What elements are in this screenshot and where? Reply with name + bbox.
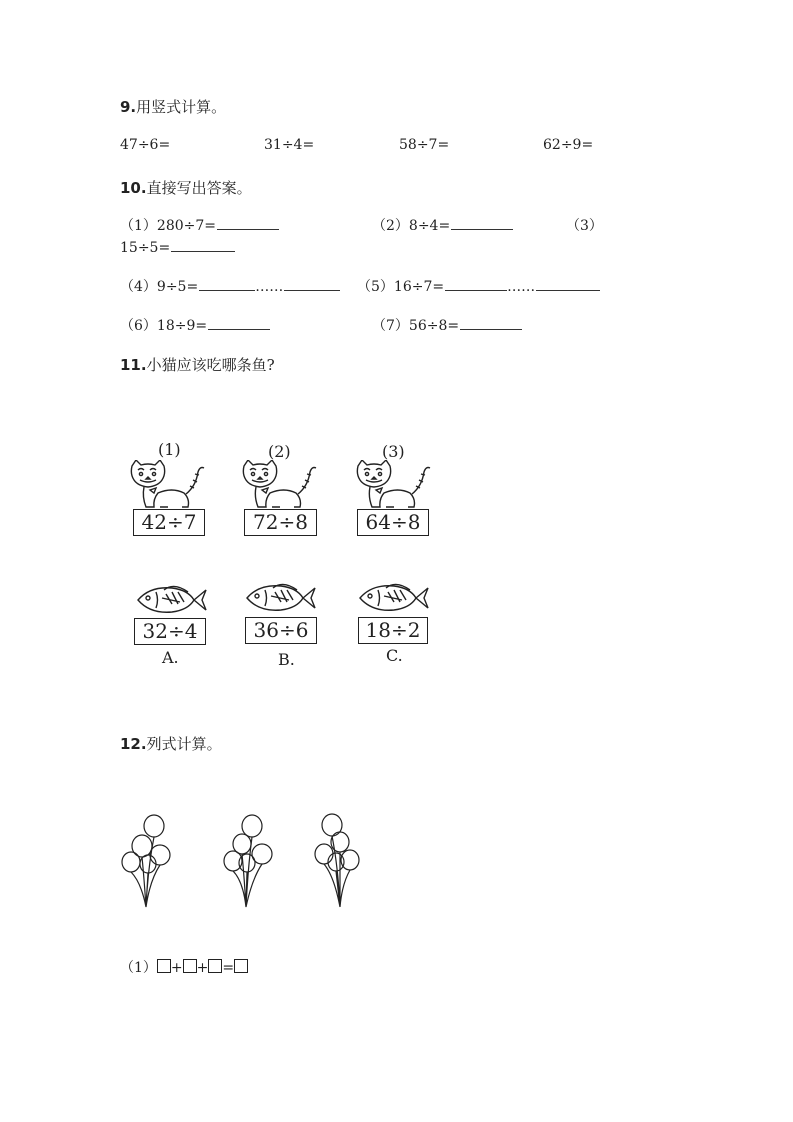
- q10-heading: [120, 177, 252, 198]
- cat-3-icon: [354, 460, 434, 512]
- answer-box[interactable]: [183, 959, 197, 973]
- q11-title: 小猫应该吃哪条鱼?: [146, 356, 275, 374]
- cat-3-label: (3): [382, 442, 405, 461]
- q10-item-4-text: （4）9÷5=: [120, 279, 199, 295]
- fish-c-label: C.: [386, 646, 403, 665]
- answer-blank[interactable]: [536, 276, 600, 291]
- q10-item-3: [120, 237, 235, 256]
- q10-item-3-label: （3）: [566, 218, 603, 234]
- equals-sign: =: [222, 960, 235, 976]
- q10-item-2-text: （2）8÷4=: [372, 218, 451, 234]
- cat-2-label: (2): [268, 442, 291, 461]
- cat-1-icon: [128, 460, 208, 512]
- q9-number: 9.: [120, 98, 137, 116]
- answer-blank[interactable]: [284, 276, 340, 291]
- q10-item-2: [372, 215, 513, 235]
- q12-title: 列式计算。: [146, 735, 222, 753]
- answer-blank[interactable]: [460, 315, 522, 330]
- answer-blank[interactable]: [171, 237, 235, 252]
- q12-heading: [120, 733, 222, 754]
- answer-blank[interactable]: [217, 215, 279, 230]
- q10-number: 10.: [120, 179, 147, 197]
- fish-c-icon: [358, 582, 430, 612]
- fish-b-label: B.: [278, 650, 295, 669]
- balloon-bunch-3-icon: [310, 812, 370, 912]
- cat-2-expression: 72÷8: [244, 509, 317, 536]
- q9-item-1: 47÷6=: [120, 137, 171, 153]
- q10-item-6-text: （6）18÷9=: [120, 318, 208, 334]
- q12-prefix: （1）: [120, 960, 157, 976]
- cat-1-expression: 42÷7: [133, 509, 205, 536]
- answer-blank[interactable]: [199, 276, 255, 291]
- q12-number: 12.: [120, 735, 147, 753]
- answer-blank[interactable]: [451, 215, 513, 230]
- q10-item-7-text: （7）56÷8=: [372, 318, 460, 334]
- q12-equation: [120, 957, 248, 977]
- plus-sign: +: [170, 960, 183, 976]
- q10-item-6: [120, 315, 270, 335]
- fish-a-icon: [136, 584, 208, 614]
- fish-b-expression: 36÷6: [245, 617, 317, 644]
- fish-a-expression: 32÷4: [134, 618, 206, 645]
- plus-sign: +: [196, 960, 209, 976]
- q9-item-2: 31÷4=: [264, 137, 315, 153]
- q9-item-3: 58÷7=: [399, 137, 450, 153]
- q10-item-1-text: （1）280÷7=: [120, 218, 216, 234]
- q10-item-5: [357, 276, 600, 296]
- q9-item-4: 62÷9=: [543, 137, 594, 153]
- q10-title: 直接写出答案。: [146, 179, 252, 197]
- answer-box[interactable]: [234, 959, 248, 973]
- fish-b-icon: [245, 582, 317, 612]
- q9-title: 用竖式计算。: [136, 98, 227, 116]
- q11-heading: [120, 354, 275, 375]
- q10-item-7: [372, 315, 522, 335]
- cat-3-expression: 64÷8: [357, 509, 429, 536]
- balloon-bunch-1-icon: [116, 812, 176, 912]
- answer-blank[interactable]: [445, 276, 507, 291]
- q9-heading: [120, 96, 226, 117]
- balloon-bunch-2-icon: [220, 812, 280, 912]
- q10-item-3-text: 15÷5=: [120, 240, 171, 256]
- answer-box[interactable]: [157, 959, 171, 973]
- q10-item-1: [120, 215, 279, 235]
- remainder-dots: ……: [507, 279, 536, 295]
- fish-a-label: A.: [162, 648, 179, 667]
- cat-2-icon: [240, 460, 320, 512]
- q10-item-4: [120, 276, 340, 296]
- cat-1-label: (1): [158, 440, 181, 459]
- q10-item-5-text: （5）16÷7=: [357, 279, 445, 295]
- q11-number: 11.: [120, 356, 147, 374]
- answer-box[interactable]: [208, 959, 222, 973]
- remainder-dots: ……: [255, 279, 284, 295]
- fish-c-expression: 18÷2: [358, 617, 428, 644]
- answer-blank[interactable]: [208, 315, 270, 330]
